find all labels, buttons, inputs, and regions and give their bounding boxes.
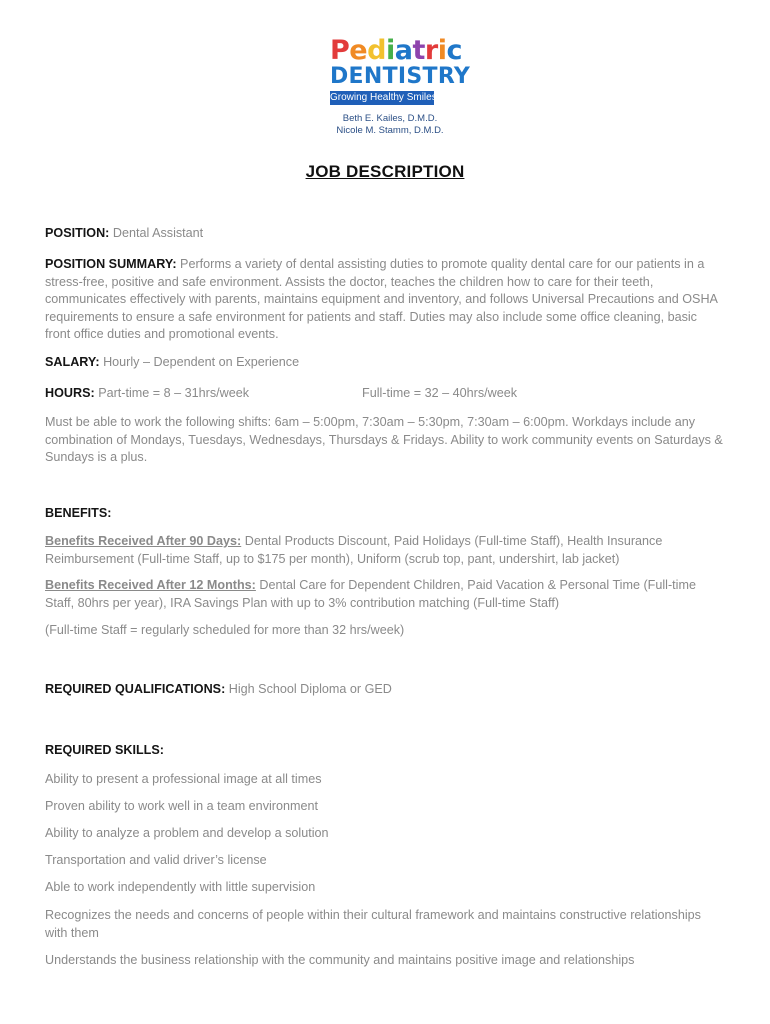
logo-letter: i: [385, 35, 395, 66]
logo-tagline: Growing Healthy Smiles: [330, 92, 437, 103]
position-summary: [45, 256, 725, 344]
doctor-names: [330, 113, 450, 137]
practice-logo: [330, 35, 471, 105]
skill-item: Ability to present a professional image at all times: [45, 772, 322, 786]
salary-value: Hourly – Dependent on Experience: [103, 355, 300, 369]
salary-label: SALARY:: [45, 355, 100, 369]
page-title: JOB DESCRIPTION: [305, 162, 465, 181]
benefits-heading: BENEFITS:: [45, 506, 112, 520]
qualifications-label: REQUIRED QUALIFICATIONS:: [45, 682, 226, 696]
logo-dentistry: DENTISTRY: [330, 64, 471, 89]
qualifications-row: [45, 681, 725, 699]
skills-heading: REQUIRED SKILLS:: [45, 743, 164, 757]
logo-letter: c: [446, 35, 462, 66]
doctor-name: Nicole M. Stamm, D.M.D.: [336, 125, 444, 136]
logo-letter: P: [330, 35, 350, 66]
position-value: Dental Assistant: [112, 226, 204, 240]
logo-letter: e: [349, 35, 368, 66]
qualifications-value: High School Diploma or GED: [228, 682, 392, 696]
benefits-90-text: Dental Products Discount, Paid Holidays (Full-time Staff), Health Insurance Reimbursement (Full-time Staff, up to $175 per month), Uniform (scrub top, pant, undershirt, lab jacket): [45, 534, 663, 566]
hours-full-time: Full-time = 32 – 40hrs/week: [362, 386, 518, 400]
benefits-90-label: Benefits Received After 90 Days:: [45, 534, 242, 548]
benefits-12-label: Benefits Received After 12 Months:: [45, 578, 256, 592]
benefits-note: (Full-time Staff = regularly scheduled for more than 32 hrs/week): [45, 623, 405, 637]
skill-item: Recognizes the needs and concerns of people within their cultural framework and maintains constructive relationships with them: [45, 908, 701, 940]
benefits-12-text: Dental Care for Dependent Children, Paid Vacation & Personal Time (Full-time Staff, 80hrs per year), IRA Savings Plan with up to 3% contribution matching (Full-time Staff): [45, 578, 696, 610]
doctor-name: Beth E. Kailes, D.M.D.: [342, 113, 438, 124]
skill-item: Understands the business relationship with the community and maintains positive image and relationships: [45, 953, 635, 967]
benefits-12-months: [45, 577, 725, 612]
skill-item: Proven ability to work well in a team environment: [45, 799, 318, 813]
shifts-text: Must be able to work the following shifts: 6am – 5:00pm, 7:30am – 5:30pm, 7:30am – 6:00pm. Workdays include any combination of Mondays, Tuesdays, Wednesdays, Thursdays & Fridays. Ability to work community events on Saturdays & Sundays is a plus.: [45, 415, 723, 464]
position-row: [45, 225, 725, 243]
skill-item: Ability to analyze a problem and develop a solution: [45, 826, 329, 840]
logo-letter: r: [424, 35, 438, 66]
hours-row: [45, 385, 725, 403]
logo-letter: d: [367, 35, 386, 66]
summary-label: POSITION SUMMARY:: [45, 257, 177, 271]
logo-letter: i: [437, 35, 447, 66]
salary-row: [45, 354, 725, 372]
position-label: POSITION:: [45, 226, 110, 240]
logo-pediatric: [330, 35, 462, 66]
summary-text: Performs a variety of dental assisting duties to promote quality dental care for our patients in a stress-free, positive and safe environment. Assists the doctor, teaches the children how to care for their teeth, communicates effectively with parents, maintains equipment and inventory, and follows Universal Precautions and OSHA requirements to ensure a safe environment for patients and staff. Duties may also include some office cleaning, basic front office duties and promotional events.: [45, 257, 718, 341]
benefits-90-days: [45, 533, 725, 568]
skill-item: Able to work independently with little supervision: [45, 880, 316, 894]
logo-letter: t: [412, 35, 425, 66]
skill-item: Transportation and valid driver’s license: [45, 853, 267, 867]
hours-label: HOURS:: [45, 386, 95, 400]
logo-letter: a: [394, 35, 413, 66]
hours-part-time: Part-time = 8 – 31hrs/week: [98, 386, 250, 400]
